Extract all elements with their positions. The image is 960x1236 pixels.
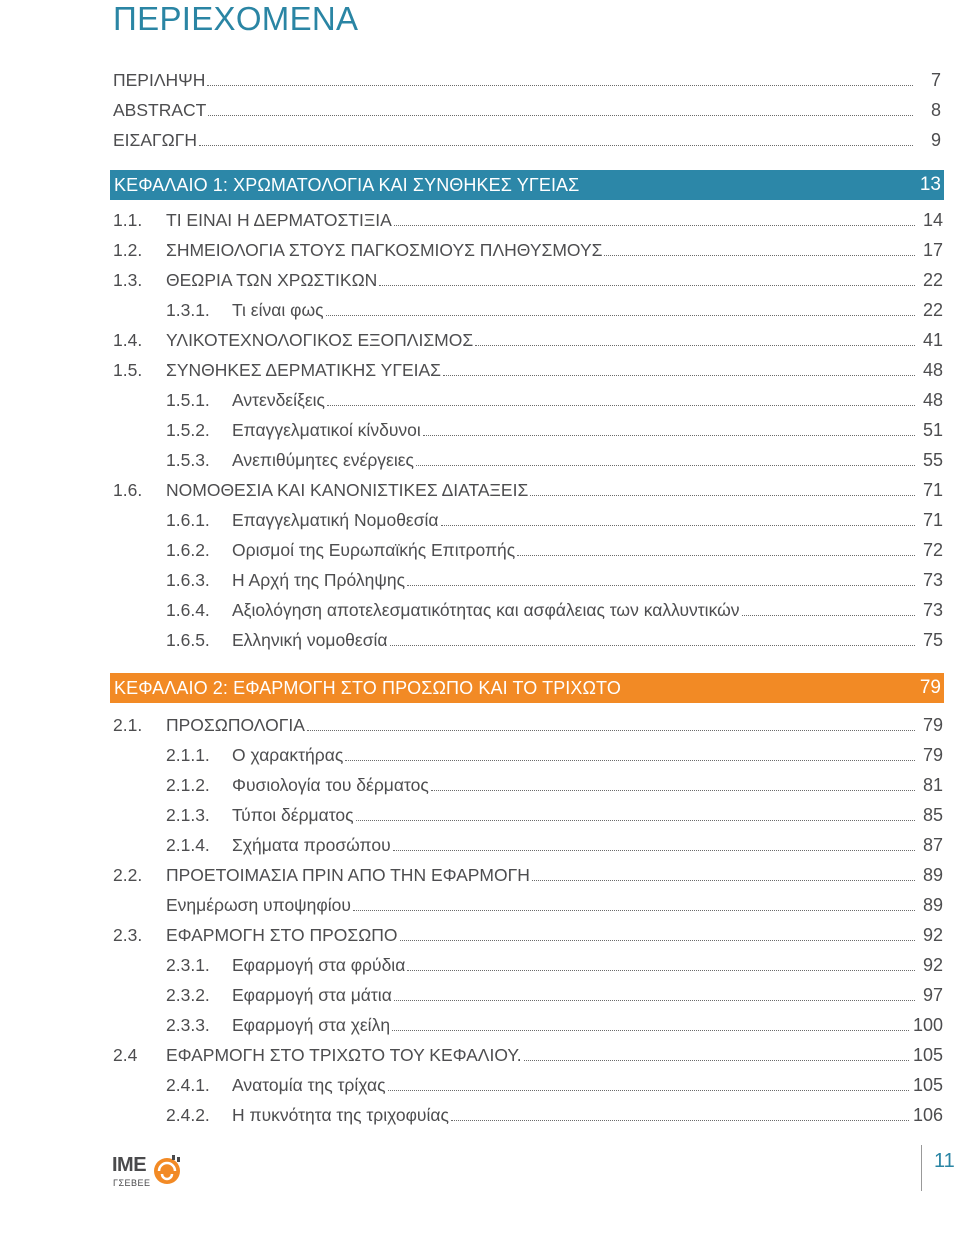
toc-entry-chapter2-1[interactable] [166, 739, 943, 765]
toc-entry-page: 85 [922, 805, 943, 825]
dot-leader [392, 1029, 909, 1031]
dot-leader [407, 584, 915, 586]
toc-entry-chapter2-3[interactable] [166, 799, 943, 825]
toc-entry-chapter2-9[interactable] [166, 979, 943, 1005]
dot-leader [517, 554, 915, 556]
toc-entry-title: ABSTRACT [113, 100, 207, 120]
toc-entry-number: 2.1. [113, 715, 143, 735]
toc-entry-chapter1-7[interactable] [166, 414, 943, 440]
toc-entry-page: 89 [922, 865, 943, 885]
toc-entry-page: 71 [922, 510, 943, 530]
dot-leader [530, 494, 915, 496]
toc-entry-title: ΣΥΝΘΗΚΕΣ ΔΕΡΜΑΤΙΚΗΣ ΥΓΕΙΑΣ [166, 360, 441, 380]
toc-entry-title: Ανεπιθύμητες ενέργειες [232, 450, 414, 470]
toc-entry-page: 81 [922, 775, 943, 795]
dot-leader [345, 759, 915, 761]
chapter-1-title: ΚΕΦΑΛΑΙΟ 1: ΧΡΩΜΑΤΟΛΟΓΙΑ ΚΑΙ ΣΥΝΘΗΚΕΣ ΥΓΕΙΑΣ [114, 174, 580, 195]
toc-entry-chapter1-6[interactable] [166, 384, 943, 410]
toc-entry-number: 1.5.1. [166, 390, 210, 410]
dot-leader [407, 969, 915, 971]
toc-entry-page: 17 [922, 240, 943, 260]
toc-entry-number: 1.5.3. [166, 450, 210, 470]
toc-entry-chapter1-2[interactable] [113, 264, 943, 290]
toc-entry-page: 100 [912, 1015, 943, 1035]
dot-leader [394, 999, 915, 1001]
toc-entry-title: Ανατομία της τρίχας [232, 1075, 386, 1095]
toc-entry-title: Τύποι δέρματος [232, 805, 354, 825]
toc-entry-number: 1.6.2. [166, 540, 210, 560]
toc-entry-chapter1-9[interactable] [113, 474, 943, 500]
toc-entry-title: ΣΗΜΕΙΟΛΟΓΙΑ ΣΤΟΥΣ ΠΑΓΚΟΣΜΙΟΥΣ ΠΛΗΘΥΣΜΟΥΣ [166, 240, 603, 260]
toc-entry-chapter1-3[interactable] [166, 294, 943, 320]
toc-entry-page: 75 [922, 630, 943, 650]
toc-entry-page: 89 [922, 895, 943, 915]
dot-leader [416, 464, 915, 466]
toc-entry-number: 1.3.1. [166, 300, 210, 320]
toc-entry-chapter1-4[interactable] [113, 324, 943, 350]
dot-leader [199, 144, 913, 146]
ime-logo-icon [150, 1152, 184, 1186]
toc-entry-number: 1.6.5. [166, 630, 210, 650]
toc-entry-number: 1.3. [113, 270, 143, 290]
toc-entry-number: 2.1.3. [166, 805, 210, 825]
chapter-2-title: ΚΕΦΑΛΑΙΟ 2: ΕΦΑΡΜΟΓΗ ΣΤΟ ΠΡΟΣΩΠΟ ΚΑΙ ΤΟ ΤΡΙΧΩΤΟ [114, 677, 621, 698]
toc-entry-title: ΤΙ ΕΙΝΑΙ Η ΔΕΡΜΑΤΟΣΤΙΞΙΑ [166, 210, 392, 230]
dot-leader [356, 819, 915, 821]
toc-entry-number: 1.4. [113, 330, 143, 350]
toc-entry-chapter2-0[interactable] [113, 709, 943, 735]
toc-entry-front-0[interactable] [113, 64, 943, 90]
toc-entry-page: 73 [922, 570, 943, 590]
toc-entry-title: ΠΕΡΙΛΗΨΗ [113, 70, 206, 90]
toc-entry-chapter2-2[interactable] [166, 769, 943, 795]
toc-entry-chapter2-5[interactable] [113, 859, 943, 885]
dot-leader [604, 254, 915, 256]
toc-entry-number: 1.6. [113, 480, 143, 500]
toc-entry-number: 1.5.2. [166, 420, 210, 440]
toc-entry-page: 92 [922, 925, 943, 945]
toc-entry-title: ΥΛΙΚΟΤΕΧΝΟΛΟΓΙΚΟΣ ΕΞΟΠΛΙΣΜΟΣ [166, 330, 474, 350]
toc-entry-page: 48 [922, 390, 943, 410]
toc-entry-title: Η Αρχή της Πρόληψης [232, 570, 406, 590]
toc-entry-title: Επαγγελματικοί κίνδυνοι [232, 420, 421, 440]
toc-entry-chapter1-10[interactable] [166, 504, 943, 530]
toc-entry-title: Φυσιολογία του δέρματος [232, 775, 429, 795]
toc-entry-chapter1-1[interactable] [113, 234, 943, 260]
toc-entry-number: 2.1.2. [166, 775, 210, 795]
toc-entry-title: Η πυκνότητα της τριχοφυίας [232, 1105, 449, 1125]
toc-entry-page: 79 [922, 715, 943, 735]
toc-entry-number: 1.5. [113, 360, 143, 380]
page-number-divider [921, 1145, 922, 1191]
toc-entry-number: 2.3.3. [166, 1015, 210, 1035]
toc-entry-number: 2.3.1. [166, 955, 210, 975]
dot-leader [353, 909, 915, 911]
toc-entry-page: 71 [922, 480, 943, 500]
toc-entry-title: ΘΕΩΡΙΑ ΤΩΝ ΧΡΩΣΤΙΚΩΝ [166, 270, 378, 290]
dot-leader [307, 729, 915, 731]
toc-entry-number: 1.6.3. [166, 570, 210, 590]
dot-leader [379, 284, 915, 286]
toc-entry-chapter2-10[interactable] [166, 1009, 943, 1035]
dot-leader [327, 404, 915, 406]
toc-entry-chapter1-5[interactable] [113, 354, 943, 380]
chapter-1-heading[interactable] [110, 170, 944, 200]
dot-leader [532, 879, 915, 881]
toc-entry-number: 2.3.2. [166, 985, 210, 1005]
dot-leader [475, 344, 915, 346]
toc-entry-title: ΝΟΜΟΘΕΣΙΑ ΚΑΙ ΚΑΝΟΝΙΣΤΙΚΕΣ ΔΙΑΤΑΞΕΙΣ [166, 480, 529, 500]
toc-entry-number: 2.3. [113, 925, 143, 945]
toc-entry-page: 97 [922, 985, 943, 1005]
toc-entry-chapter1-12[interactable] [166, 564, 943, 590]
toc-entry-page: 105 [912, 1075, 943, 1095]
toc-entry-page: 72 [922, 540, 943, 560]
toc-entry-chapter2-8[interactable] [166, 949, 943, 975]
toc-entry-title: ΠΡΟΕΤΟΙΜΑΣΙΑ ΠΡΙΝ ΑΠΟ ΤΗΝ ΕΦΑΡΜΟΓΗ [166, 865, 530, 885]
toc-entry-title: Ελληνική νομοθεσία [232, 630, 388, 650]
toc-entry-page: 106 [912, 1105, 943, 1125]
toc-entry-page: 9 [930, 130, 941, 150]
toc-entry-title: Ενημέρωση υποψηφίου [166, 895, 351, 915]
toc-entry-title: ΕΦΑΡΜΟΓΗ ΣΤΟ ΤΡΙΧΩΤΟ ΤΟΥ ΚΕΦΑΛΙΟΥ. [166, 1045, 522, 1065]
toc-entry-number: 1.2. [113, 240, 143, 260]
dot-leader [443, 374, 915, 376]
dot-leader [431, 789, 915, 791]
toc-entry-title: Σχήματα προσώπου [232, 835, 391, 855]
toc-entry-title: Ο χαρακτήρας [232, 745, 344, 765]
toc-entry-number: 1.1. [113, 210, 143, 230]
toc-entry-page: 8 [930, 100, 941, 120]
toc-entry-title: Αξιολόγηση αποτελεσματικότητας και ασφάλειας των καλλυντικών [232, 600, 740, 620]
toc-entry-title: Εφαρμογή στα χείλη [232, 1015, 391, 1035]
page-number: 11 [934, 1150, 955, 1172]
toc-entry-page: 7 [930, 70, 941, 90]
dot-leader [441, 524, 915, 526]
ime-logo [112, 1152, 182, 1192]
toc-entry-page: 51 [922, 420, 943, 440]
dot-leader [524, 1059, 909, 1061]
toc-entry-title: ΕΙΣΑΓΩΓΗ [113, 130, 198, 150]
toc-entry-number: 1.6.1. [166, 510, 210, 530]
toc-entry-chapter2-6[interactable] [166, 889, 943, 915]
toc-entry-chapter2-11[interactable] [113, 1039, 943, 1065]
toc-entry-chapter2-4[interactable] [166, 829, 943, 855]
toc-entry-number: 2.4.2. [166, 1105, 210, 1125]
toc-entry-chapter2-13[interactable] [166, 1099, 943, 1125]
toc-entry-page: 14 [922, 210, 943, 230]
toc-entry-chapter2-7[interactable] [113, 919, 943, 945]
toc-entry-title: Επαγγελματική Νομοθεσία [232, 510, 439, 530]
dot-leader [742, 614, 915, 616]
toc-entry-page: 73 [922, 600, 943, 620]
dot-leader [393, 849, 915, 851]
toc-entry-page: 22 [922, 300, 943, 320]
toc-entry-number: 2.2. [113, 865, 143, 885]
toc-entry-title: Εφαρμογή στα φρύδια [232, 955, 406, 975]
toc-entry-number: 2.4.1. [166, 1075, 210, 1095]
dot-leader [390, 644, 915, 646]
dot-leader [207, 84, 913, 86]
toc-entry-number: 2.4 [113, 1045, 138, 1065]
toc-entry-title: ΠΡΟΣΩΠΟΛΟΓΙΑ [166, 715, 305, 735]
toc-entry-chapter1-13[interactable] [166, 594, 943, 620]
toc-entry-page: 22 [922, 270, 943, 290]
dot-leader [400, 939, 915, 941]
toc-entry-title: ΕΦΑΡΜΟΓΗ ΣΤΟ ΠΡΟΣΩΠΟ [166, 925, 398, 945]
toc-entry-chapter1-0[interactable] [113, 204, 943, 230]
dot-leader [394, 224, 915, 226]
toc-entry-page: 41 [922, 330, 943, 350]
toc-entry-title: Ορισμοί της Ευρωπαϊκής Επιτροπής [232, 540, 516, 560]
toc-entry-number: 2.1.1. [166, 745, 210, 765]
dot-leader [208, 114, 913, 116]
toc-entry-chapter1-11[interactable] [166, 534, 943, 560]
toc-entry-chapter1-8[interactable] [166, 444, 943, 470]
toc-entry-title: Τι είναι φως [232, 300, 324, 320]
toc-entry-page: 87 [922, 835, 943, 855]
toc-entry-chapter1-14[interactable] [166, 624, 943, 650]
chapter-1-page: 13 [919, 174, 941, 195]
toc-entry-front-2[interactable] [113, 124, 943, 150]
toc-entry-page: 48 [922, 360, 943, 380]
logo-subtext: ΓΣΕΒΕΕ [113, 1178, 151, 1188]
chapter-2-heading[interactable] [110, 673, 944, 703]
dot-leader [423, 434, 915, 436]
toc-entry-title: Εφαρμογή στα μάτια [232, 985, 392, 1005]
toc-entry-number: 2.1.4. [166, 835, 210, 855]
toc-entry-page: 92 [922, 955, 943, 975]
toc-entry-number: 1.6.4. [166, 600, 210, 620]
toc-entry-page: 55 [922, 450, 943, 470]
toc-entry-front-1[interactable] [113, 94, 943, 120]
chapter-2-page: 79 [919, 677, 941, 698]
toc-entry-title: Αντενδείξεις [232, 390, 325, 410]
dot-leader [451, 1119, 909, 1121]
logo-text: ΙΜΕ [112, 1154, 147, 1176]
toc-entry-chapter2-12[interactable] [166, 1069, 943, 1095]
dot-leader [326, 314, 915, 316]
dot-leader [388, 1089, 909, 1091]
page-title: ΠΕΡΙΕΧΟΜΕΝΑ [113, 0, 359, 37]
toc-entry-page: 79 [922, 745, 943, 765]
toc-entry-page: 105 [912, 1045, 943, 1065]
